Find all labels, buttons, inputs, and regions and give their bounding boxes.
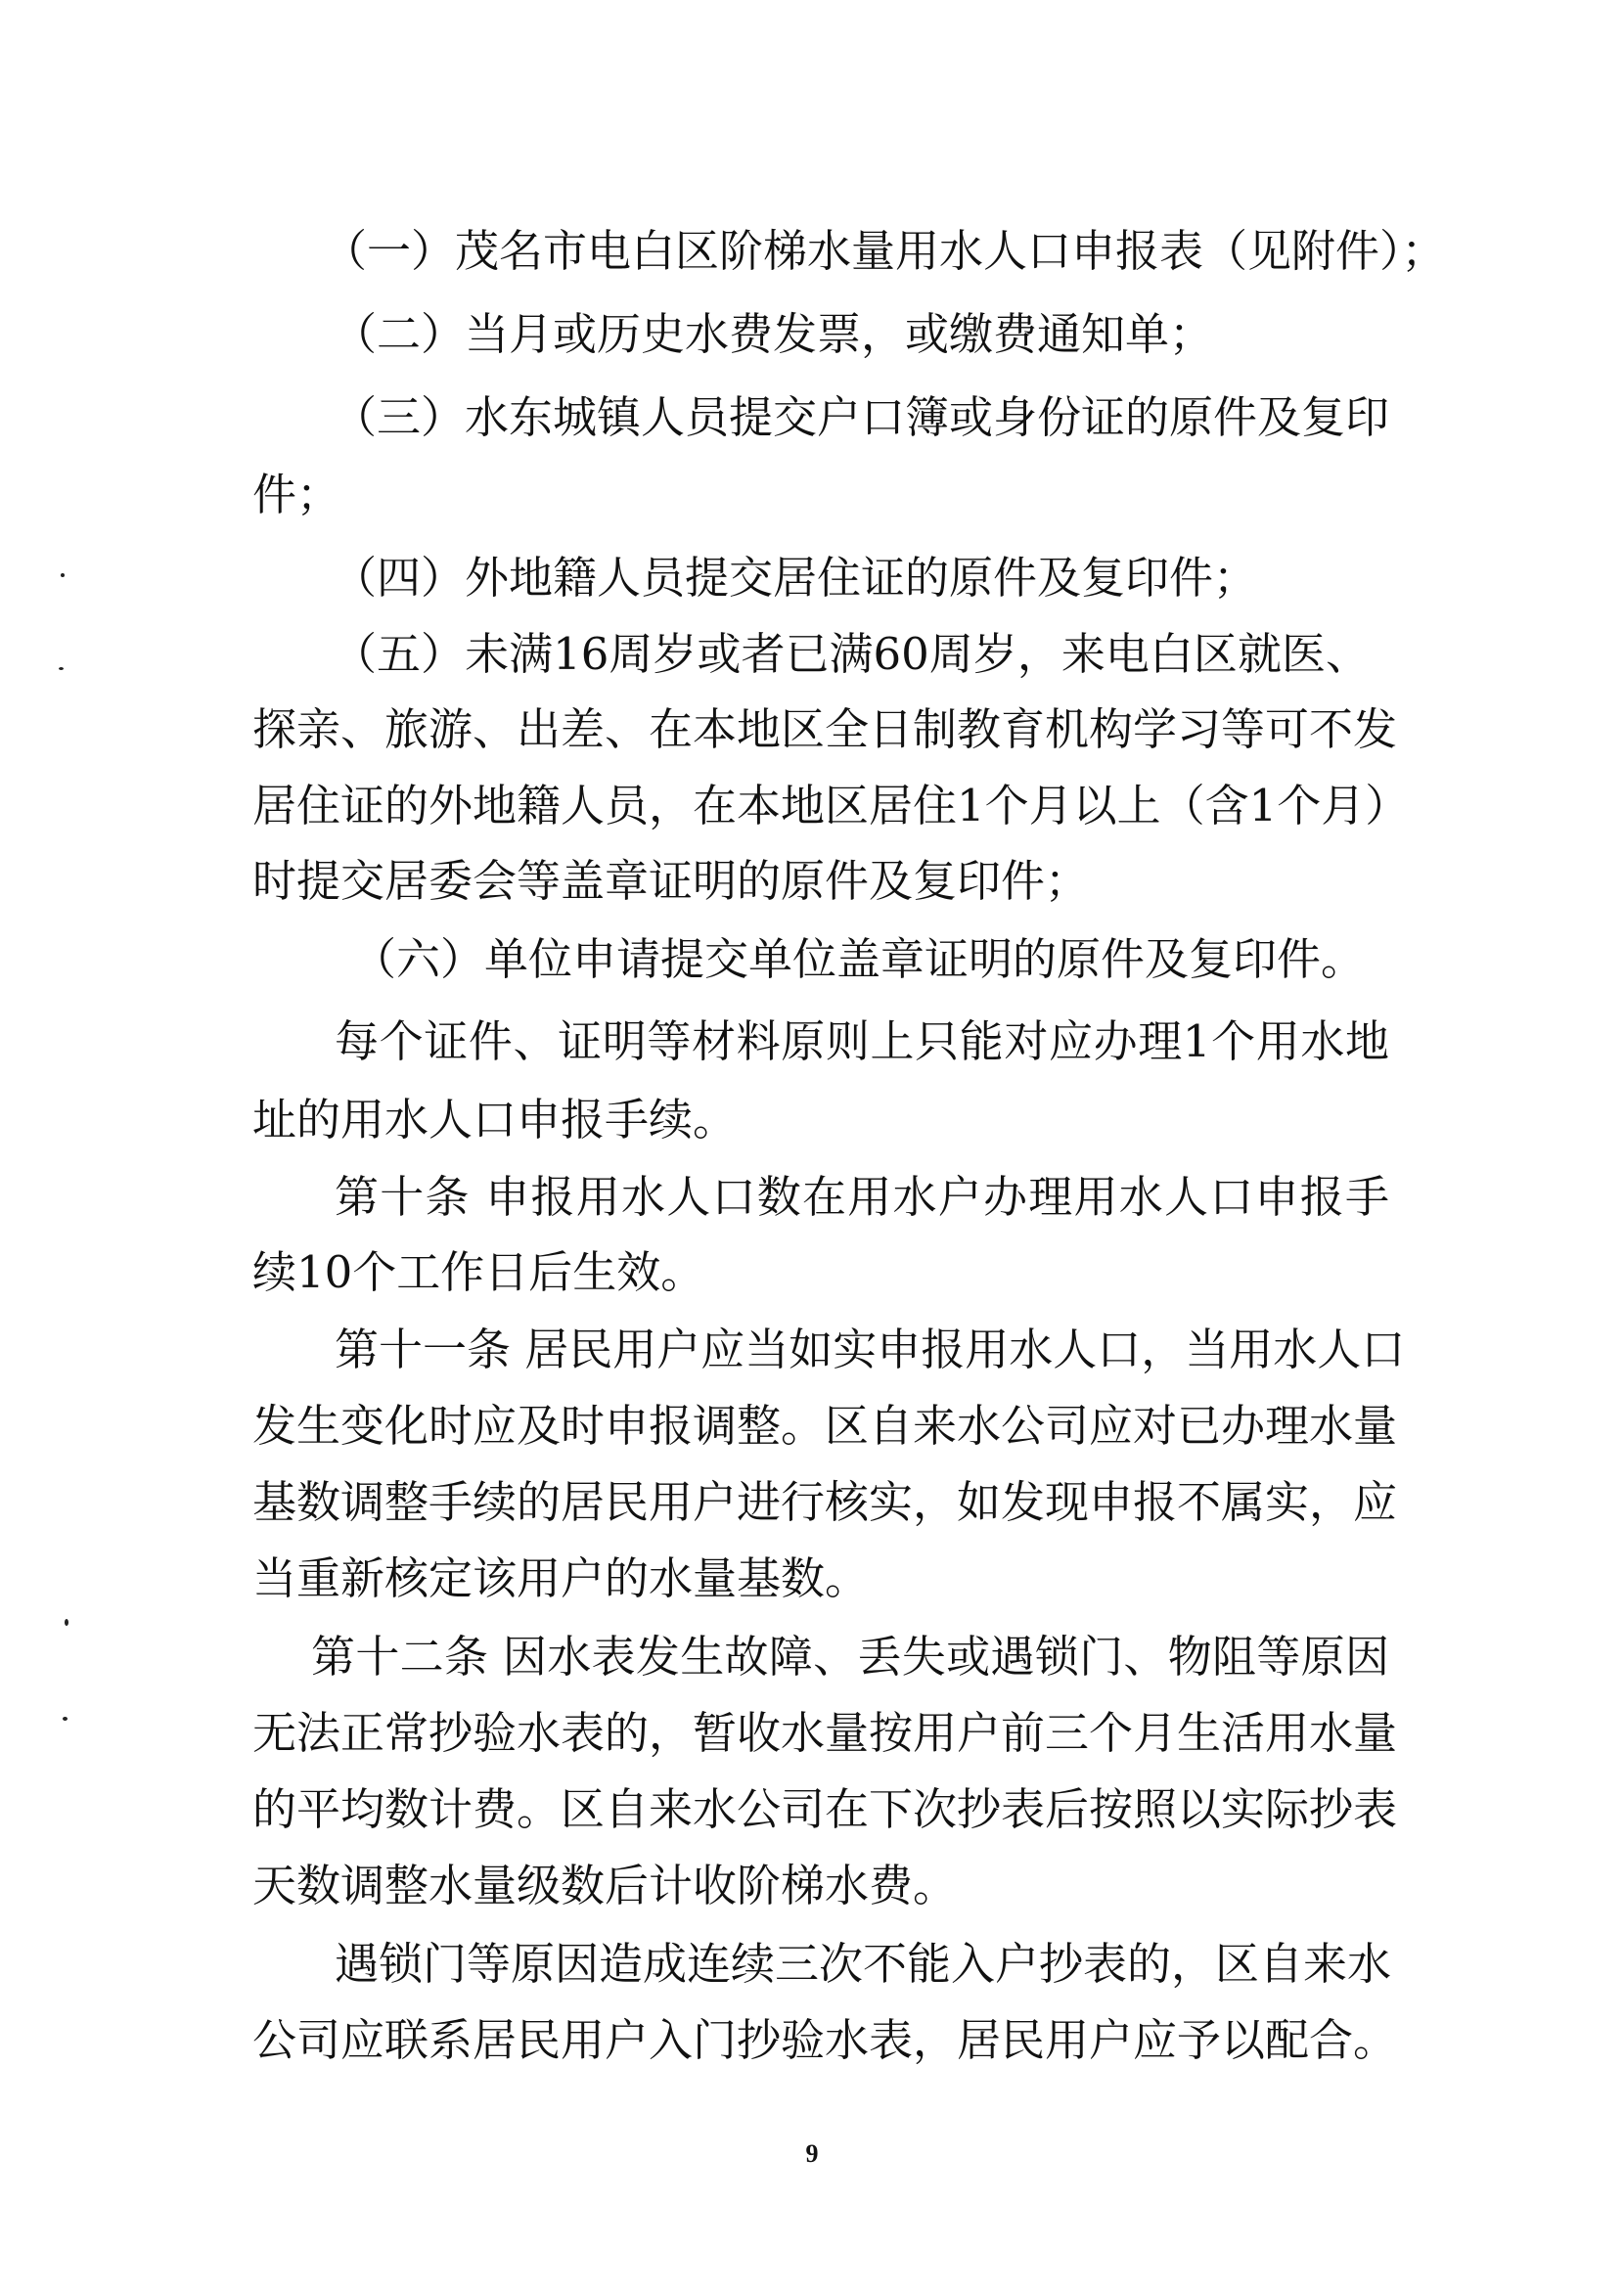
- text-line-21: 的平均数计费。区自来水公司在下次抄表后按照以实际抄表: [252, 1783, 1398, 1835]
- text-line-16: 发生变化时应及时申报调整。区自来水公司应对已办理水量: [252, 1400, 1398, 1452]
- scan-speck: [61, 573, 65, 577]
- text-line-19: 第十二条 因水表发生故障、丢失或遇锁门、物阻等原因: [311, 1631, 1389, 1683]
- scan-speck: [59, 667, 64, 670]
- text-line-23: 遇锁门等原因造成连续三次不能入户抄表的，区自来水: [335, 1938, 1392, 1990]
- text-line-17: 基数调整手续的居民用户进行核实，如发现申报不属实，应: [252, 1476, 1398, 1528]
- text-line-12: 址的用水人口申报手续。: [252, 1094, 738, 1146]
- text-line-22: 天数调整水量级数后计收阶梯水费。: [252, 1860, 958, 1911]
- scan-speck: [63, 1717, 68, 1721]
- text-line-13: 第十条 申报用水人口数在用水户办理用水人口申报手: [335, 1171, 1389, 1223]
- text-line-2: （二）当月或历史水费发票，或缴费通知单；: [333, 308, 1214, 360]
- text-line-9: 时提交居委会等盖章证明的原件及复印件；: [252, 855, 1090, 907]
- text-line-18: 当重新核定该用户的水量基数。: [252, 1552, 870, 1604]
- text-line-7: 探亲、旅游、出差、在本地区全日制教育机构学习等可不发: [252, 703, 1398, 755]
- text-line-11: 每个证件、证明等材料原则上只能对应办理1个用水地: [335, 1015, 1389, 1067]
- scan-speck: [65, 1619, 68, 1626]
- text-line-4: 件；: [252, 469, 341, 520]
- page-number: 9: [805, 2139, 819, 2168]
- text-line-15: 第十一条 居民用户应当如实申报用水人口，当用水人口: [335, 1324, 1406, 1375]
- text-line-8: 居住证的外地籍人员，在本地区居住1个月以上（含1个月）: [252, 780, 1410, 831]
- text-line-5: （四）外地籍人员提交居住证的原件及复印件；: [333, 552, 1258, 604]
- text-line-24: 公司应联系居民用户入门抄验水表，居民用户应予以配合。: [252, 2014, 1398, 2066]
- text-line-14: 续10个工作日后生效。: [252, 1246, 705, 1298]
- text-line-20: 无法正常抄验水表的，暂收水量按用户前三个月生活用水量: [252, 1707, 1398, 1759]
- text-line-1: （一）茂名市电白区阶梯水量用水人口申报表（见附件）；: [323, 225, 1446, 277]
- text-line-3: （三）水东城镇人员提交户口簿或身份证的原件及复印: [333, 391, 1390, 443]
- text-line-6: （五）未满16周岁或者已满60周岁，来电白区就医、: [333, 628, 1370, 680]
- text-line-10: （六）单位申请提交单位盖章证明的原件及复印件。: [352, 933, 1366, 985]
